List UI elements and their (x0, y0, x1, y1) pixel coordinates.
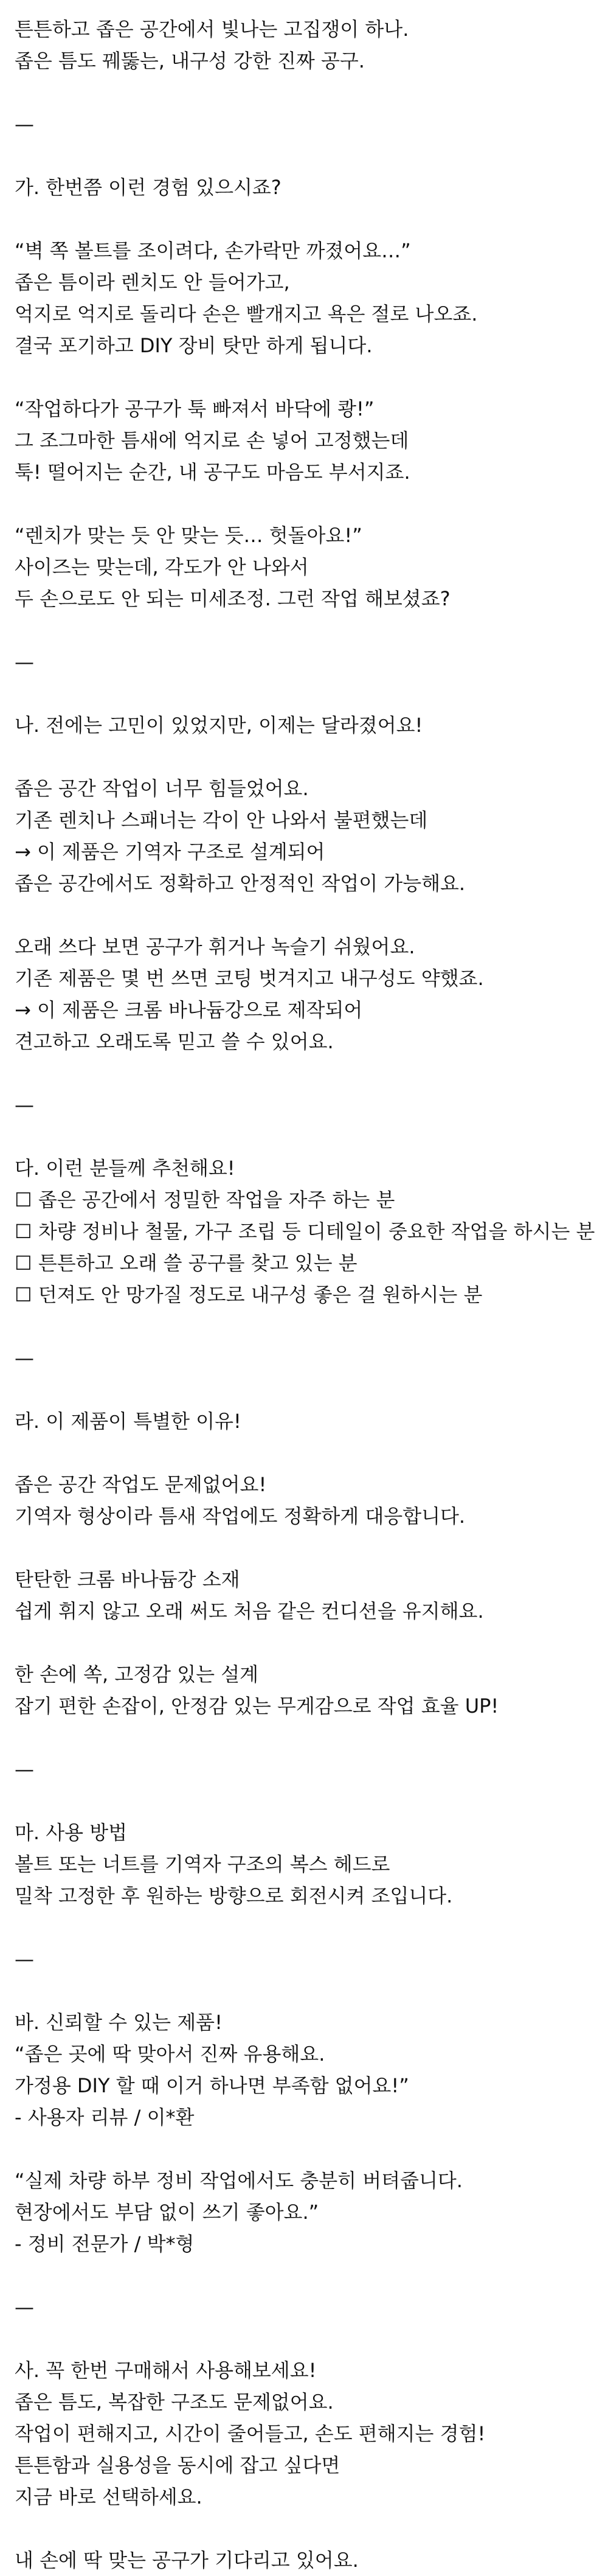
text-line: 좁은 공간 작업이 너무 힘들었어요. (15, 777, 309, 800)
text-paragraph (15, 2007, 593, 2133)
paragraph-spacer (15, 1311, 593, 1342)
paragraph-spacer (15, 899, 593, 931)
paragraph-spacer (15, 1121, 593, 1152)
text-line: 밀착 고정한 후 원하는 방향으로 회전시켜 조입니다. (15, 1884, 453, 1907)
text-line: 마. 사용 방법 (15, 1821, 128, 1844)
divider-dash: — (15, 2296, 34, 2319)
text-line: 탄탄한 크롬 바나듐강 소재 (15, 1568, 240, 1591)
text-line: 현장에서도 부담 없이 쓰기 좋아요.” (15, 2201, 319, 2224)
paragraph-spacer (15, 77, 593, 108)
paragraph-spacer (15, 2323, 593, 2355)
text-line: 억지로 억지로 돌리다 손은 빨개지고 욕은 절로 나오죠. (15, 302, 478, 325)
paragraph-spacer (15, 488, 593, 520)
paragraph-spacer (15, 140, 593, 172)
text-line: 한 손에 쏙, 고정감 있는 설계 (15, 1663, 259, 1686)
text-paragraph (15, 2165, 593, 2260)
section-divider (15, 1342, 593, 1374)
paragraph-spacer (15, 2133, 593, 2165)
text-line: 좁은 틈이라 렌치도 안 들어가고, (15, 271, 290, 294)
text-line: → 이 제품은 크롬 바나듐강으로 제작되어 (15, 998, 363, 1022)
text-line: 잡기 편한 손잡이, 안정감 있는 무게감으로 작업 효율 UP! (15, 1694, 499, 1718)
text-line: 두 손으로도 안 되는 미세조정. 그런 작업 해보셨죠? (15, 587, 451, 610)
text-line: 내 손에 딱 맞는 공구가 기다리고 있어요. (15, 2549, 359, 2572)
paragraph-spacer (15, 678, 593, 709)
text-paragraph (15, 1405, 593, 1437)
divider-dash: — (15, 1758, 34, 1781)
paragraph-spacer (15, 203, 593, 235)
text-line: 라. 이 제품이 특별한 이유! (15, 1410, 241, 1433)
paragraph-spacer (15, 1627, 593, 1659)
text-line: 좁은 틈도 꿰뚫는, 내구성 강한 진짜 공구. (15, 49, 365, 72)
text-line: - 사용자 리뷰 / 이*환 (15, 2106, 195, 2129)
text-line: 튼튼하고 좁은 공간에서 빛나는 고집쟁이 하나. (15, 18, 409, 41)
paragraph-spacer (15, 1374, 593, 1405)
paragraph-spacer (15, 1975, 593, 2007)
text-line: “작업하다가 공구가 툭 빠져서 바닥에 쾅!” (15, 397, 375, 420)
text-paragraph (15, 2544, 593, 2576)
text-line: 가정용 DIY 할 때 이거 하나면 부족함 없어요!” (15, 2074, 409, 2097)
text-line: 작업이 편해지고, 시간이 줄어들고, 손도 편해지는 경험! (15, 2422, 486, 2445)
paragraph-spacer (15, 1912, 593, 1943)
text-paragraph (15, 1817, 593, 1912)
section-divider (15, 1089, 593, 1121)
text-line: “렌치가 맞는 듯 안 맞는 듯… 헛돌아요!” (15, 524, 362, 547)
section-divider (15, 2291, 593, 2323)
paragraph-spacer (15, 1722, 593, 1753)
text-line: 좁은 공간에서도 정확하고 안정적인 작업이 가능해요. (15, 872, 466, 895)
section-divider (15, 646, 593, 678)
text-line: ☐ 좁은 공간에서 정밀한 작업을 자주 하는 분 (15, 1188, 395, 1211)
divider-dash: — (15, 1948, 34, 1971)
text-paragraph (15, 172, 593, 203)
text-line: 지금 바로 선택하세요. (15, 2485, 202, 2508)
text-line: - 정비 전문가 / 박*형 (15, 2232, 195, 2255)
section-divider (15, 1943, 593, 1975)
text-line: 다. 이런 분들께 추천해요! (15, 1157, 235, 1180)
text-paragraph (15, 235, 593, 361)
text-paragraph (15, 931, 593, 1057)
text-line: 결국 포기하고 DIY 장비 탓만 하게 됩니다. (15, 334, 373, 357)
text-line: ☐ 차량 정비나 철물, 가구 조립 등 디테일이 중요한 작업을 하시는 분 (15, 1220, 595, 1243)
text-line: 가. 한번쯤 이런 경험 있으시죠? (15, 176, 282, 199)
divider-dash: — (15, 1093, 34, 1116)
text-line: ☐ 던져도 안 망가질 정도로 내구성 좋은 걸 원하시는 분 (15, 1283, 483, 1306)
text-paragraph (15, 1469, 593, 1532)
divider-dash: — (15, 1346, 34, 1370)
text-line: “좁은 곳에 딱 맞아서 진짜 유용해요. (15, 2042, 325, 2066)
text-line: 나. 전에는 고민이 있었지만, 이제는 달라졌어요! (15, 714, 423, 737)
text-line: 그 조그마한 틈새에 억지로 손 넣어 고정했는데 (15, 429, 409, 452)
text-paragraph (15, 1152, 593, 1311)
paragraph-spacer (15, 1532, 593, 1564)
text-paragraph (15, 1564, 593, 1627)
text-line: 기존 제품은 몇 번 쓰면 코팅 벗겨지고 내구성도 약했죠. (15, 967, 484, 990)
text-line: 견고하고 오래도록 믿고 쓸 수 있어요. (15, 1030, 334, 1053)
text-paragraph (15, 1659, 593, 1722)
text-paragraph (15, 709, 593, 741)
text-line: ☐ 튼튼하고 오래 쓸 공구를 찾고 있는 분 (15, 1251, 358, 1275)
text-line: 오래 쓰다 보면 공구가 휘거나 녹슬기 쉬웠어요. (15, 935, 415, 958)
paragraph-spacer (15, 614, 593, 646)
text-line: 바. 신뢰할 수 있는 제품! (15, 2011, 223, 2034)
text-paragraph (15, 393, 593, 488)
text-line: 기존 렌치나 스패너는 각이 안 나와서 불편했는데 (15, 809, 428, 832)
paragraph-spacer (15, 1785, 593, 1817)
paragraph-spacer (15, 1437, 593, 1469)
text-line: 기역자 형상이라 틈새 작업에도 정확하게 대응합니다. (15, 1505, 466, 1528)
divider-dash: — (15, 650, 34, 674)
text-paragraph (15, 2355, 593, 2513)
paragraph-spacer (15, 741, 593, 773)
text-line: “벽 쪽 볼트를 조이려다, 손가락만 까졌어요…” (15, 239, 411, 262)
paragraph-spacer (15, 361, 593, 393)
text-line: 볼트 또는 너트를 기역자 구조의 복스 헤드로 (15, 1853, 390, 1876)
text-line: 튼튼함과 실용성을 동시에 잡고 싶다면 (15, 2454, 340, 2477)
text-line: 툭! 떨어지는 순간, 내 공구도 마음도 부서지죠. (15, 461, 410, 484)
text-paragraph (15, 13, 593, 77)
paragraph-spacer (15, 2513, 593, 2544)
section-divider (15, 108, 593, 140)
paragraph-spacer (15, 1057, 593, 1089)
text-line: → 이 제품은 기역자 구조로 설계되어 (15, 840, 325, 863)
text-line: “실제 차량 하부 정비 작업에서도 충분히 버텨줍니다. (15, 2169, 463, 2192)
divider-dash: — (15, 113, 34, 136)
text-line: 좁은 틈도, 복잡한 구조도 문제없어요. (15, 2390, 334, 2414)
text-line: 사이즈는 맞는데, 각도가 안 나와서 (15, 555, 309, 579)
text-line: 좁은 공간 작업도 문제없어요! (15, 1473, 267, 1496)
text-line: 사. 꼭 한번 구매해서 사용해보세요! (15, 2359, 317, 2382)
section-divider (15, 1753, 593, 1785)
text-paragraph (15, 773, 593, 899)
text-paragraph (15, 520, 593, 614)
text-line: 쉽게 휘지 않고 오래 써도 처음 같은 컨디션을 유지해요. (15, 1600, 484, 1623)
paragraph-spacer (15, 2260, 593, 2291)
